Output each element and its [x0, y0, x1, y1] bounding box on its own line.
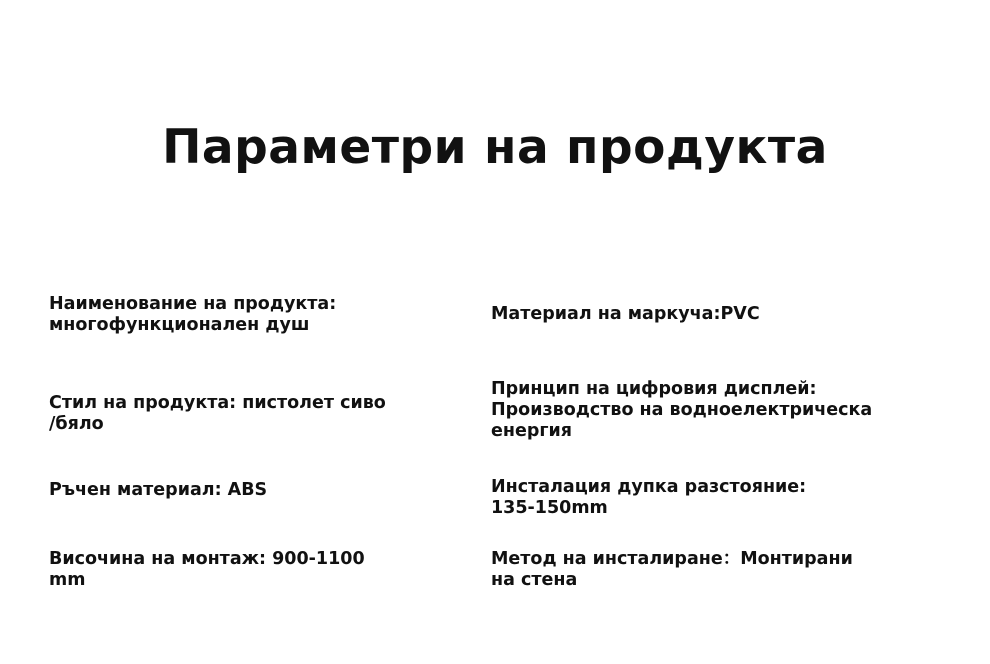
page-title: Параметри на продукта	[162, 120, 828, 175]
param-handle-material: Ръчен материал: ABS	[49, 480, 268, 500]
param-display-principle: Принцип на цифровия дисплей: Производство на водноелектрическа енергия	[491, 379, 873, 441]
param-product-style: Стил на продукта: пистолет сиво /бяло	[49, 393, 386, 434]
param-installation-method: Метод на инсталиране：Монтирани на стена	[491, 549, 853, 590]
param-hose-material: Материал на маркуча:PVC	[491, 304, 760, 324]
param-hole-distance: Инсталация дупка разстояние: 135-150mm	[491, 477, 807, 518]
param-mounting-height: Височина на монтаж: 900-1100 mm	[49, 549, 365, 590]
param-product-name: Наименование на продукта: многофункционален душ	[49, 294, 337, 335]
